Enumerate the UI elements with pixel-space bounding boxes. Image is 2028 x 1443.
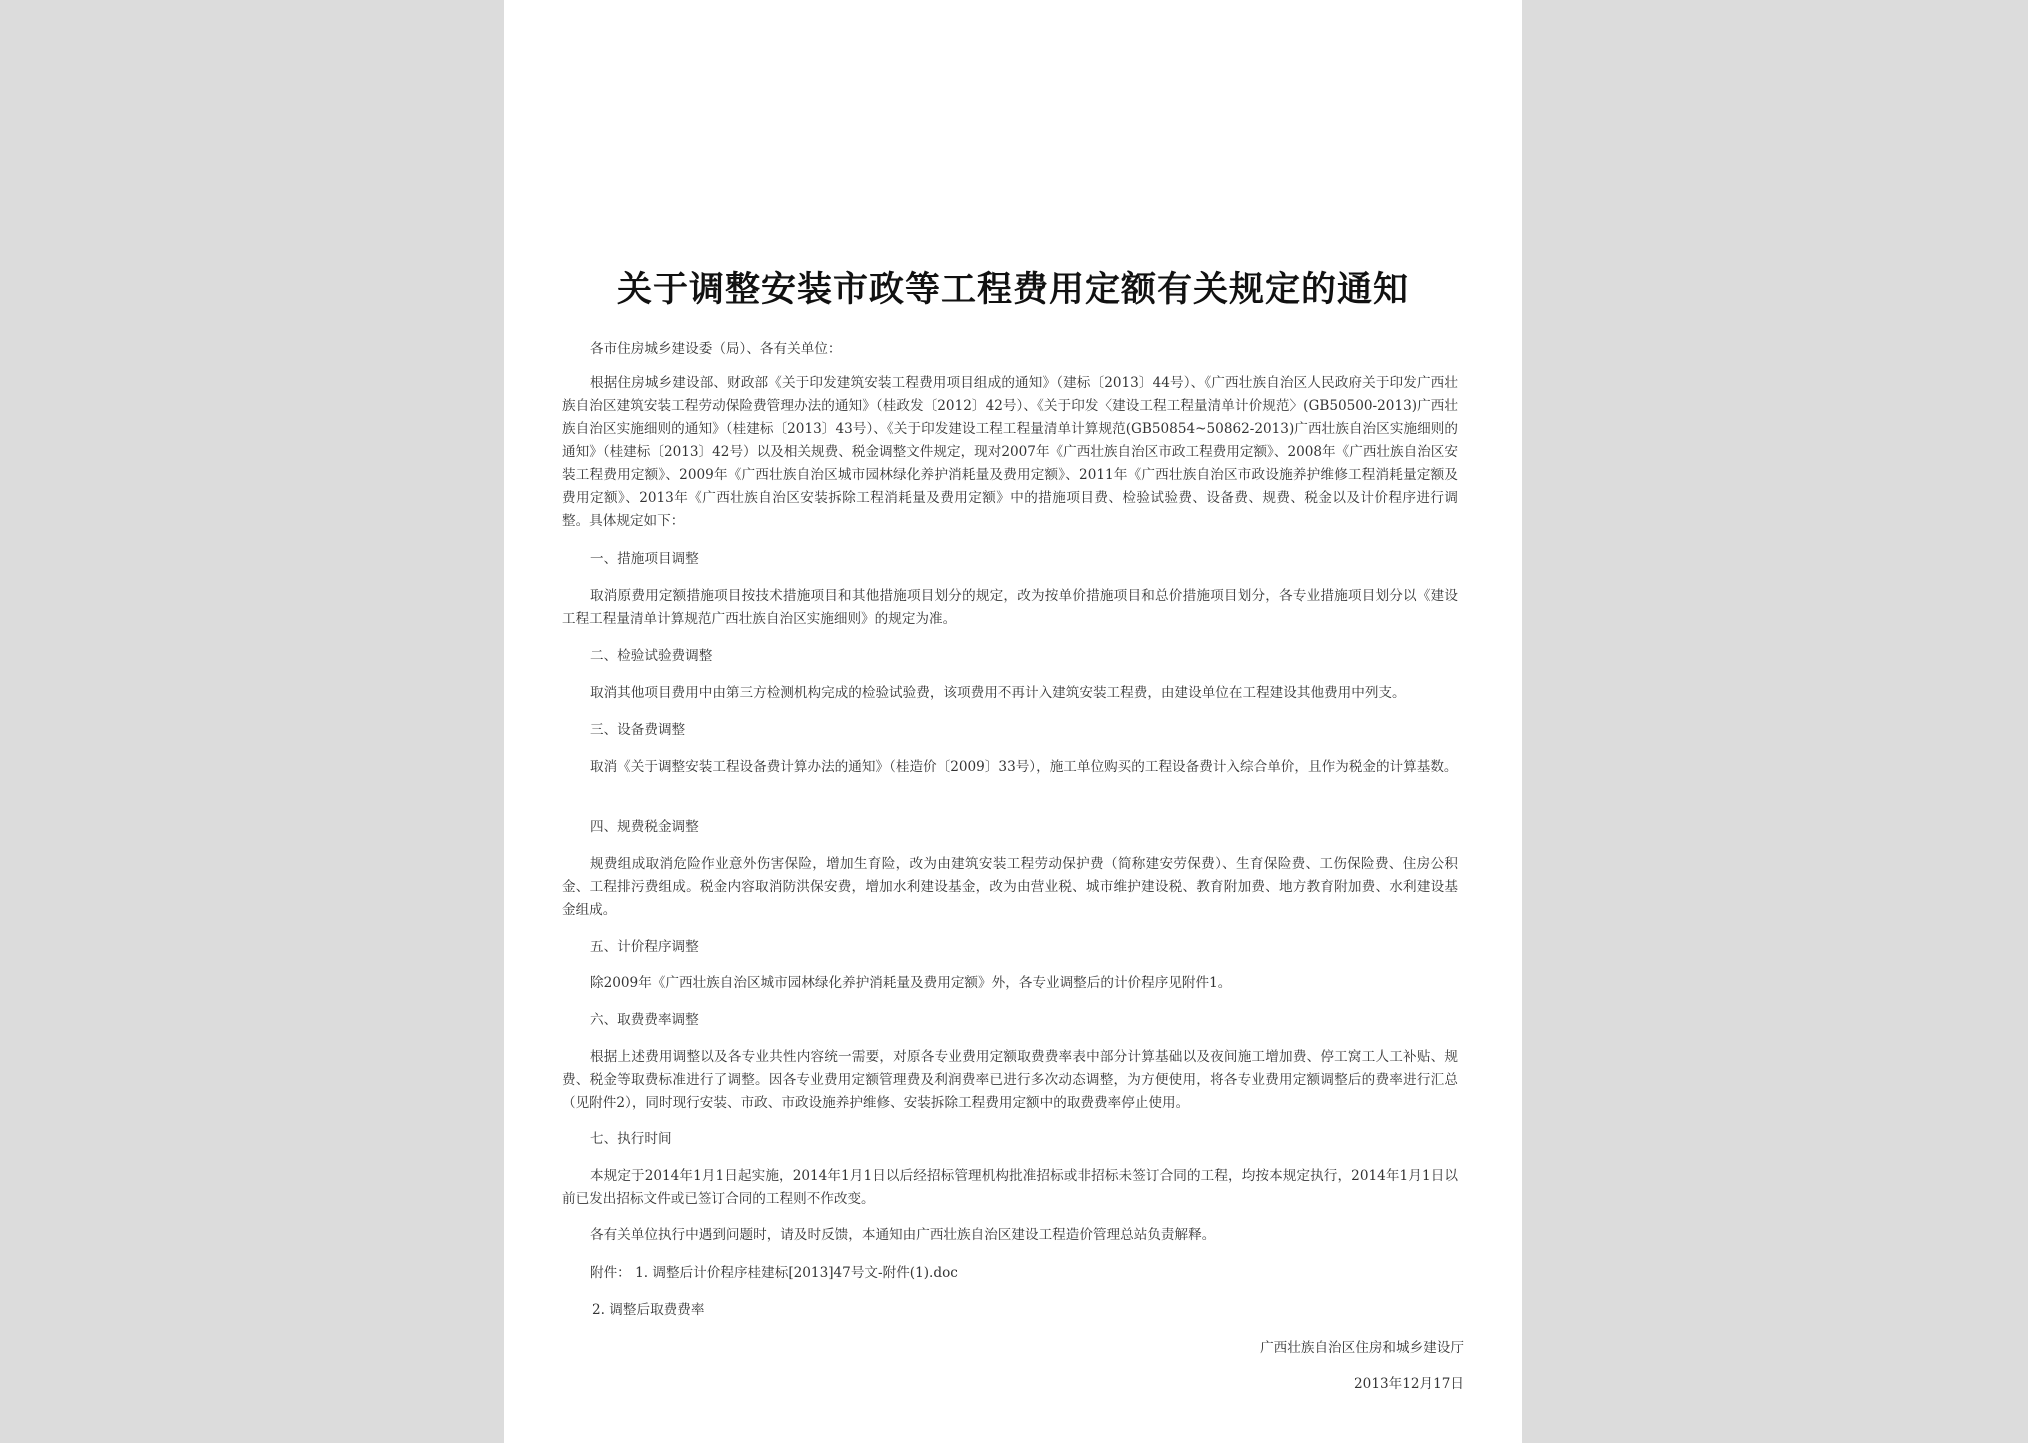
attachment-2: 2. 调整后取费费率 xyxy=(592,1302,705,1318)
section-6-heading: 六、取费费率调整 xyxy=(590,1012,699,1028)
section-3-heading: 三、设备费调整 xyxy=(590,722,686,738)
attachment-1: 附件： 1. 调整后计价程序桂建标[2013]47号文-附件(1).doc xyxy=(590,1265,958,1281)
salutation: 各市住房城乡建设委（局）、各有关单位： xyxy=(590,341,842,357)
section-2-body: 取消其他项目费用中由第三方检测机构完成的检验试验费，该项费用不再计入建筑安装工程费，由建设单位在工程建设其他费用中列支。 xyxy=(590,685,1406,701)
signature-date: 2013年12月17日 xyxy=(1354,1376,1464,1392)
section-2-heading: 二、检验试验费调整 xyxy=(590,648,713,664)
closing-paragraph: 各有关单位执行中遇到问题时，请及时反馈，本通知由广西壮族自治区建设工程造价管理总站负责解释。 xyxy=(590,1227,1216,1243)
section-4-heading: 四、规费税金调整 xyxy=(590,819,699,835)
section-7-heading: 七、执行时间 xyxy=(590,1131,672,1147)
section-1-heading: 一、措施项目调整 xyxy=(590,551,699,567)
section-5-heading: 五、计价程序调整 xyxy=(590,939,699,955)
section-5-body: 除2009年《广西壮族自治区城市园林绿化养护消耗量及费用定额》外，各专业调整后的计价程序见附件1。 xyxy=(590,975,1232,991)
document-page xyxy=(504,0,1522,1443)
signatory: 广西壮族自治区住房和城乡建设厅 xyxy=(1260,1340,1464,1356)
section-7-body: 本规定于2014年1月1日起实施，2014年1月1日以后经招标管理机构批准招标或非招标未签订合同的工程，均按本规定执行，2014年1月1日以前已发出招标文件或已签订合同的工程则不作改变。 xyxy=(562,1168,1458,1207)
section-1-body: 取消原费用定额措施项目按技术措施项目和其他措施项目划分的规定，改为按单价措施项目和总价措施项目划分，各专业措施项目划分以《建设工程工程量清单计算规范广西壮族自治区实施细则》的规定为准。 xyxy=(562,588,1458,627)
document-title: 关于调整安装市政等工程费用定额有关规定的通知 xyxy=(616,269,1409,310)
section-3-body: 取消《关于调整安装工程设备费计算办法的通知》（桂造价〔2009〕33号），施工单位购买的工程设备费计入综合单价，且作为税金的计算基数。 xyxy=(590,759,1458,775)
section-6-body: 根据上述费用调整以及各专业共性内容统一需要，对原各专业费用定额取费费率表中部分计算基础以及夜间施工增加费、停工窝工人工补贴、规费、税金等取费标准进行了调整。因各专业费用定额管理费及利润费率已进行多次动态调整，为方便使用，将各专业费用定额调整后的费率进行汇总（见附件2），同时现行安装、市政、市政设施养护维修、安装拆除工程费用定额中的取费费率停止使用。 xyxy=(562,1049,1458,1111)
intro-paragraph: 根据住房城乡建设部、财政部《关于印发建筑安装工程费用项目组成的通知》（建标〔2013〕44号）、《广西壮族自治区人民政府关于印发广西壮族自治区建筑安装工程劳动保险费管理办法的通知》（桂政发〔2012〕42号）、《关于印发〈建设工程工程量清单计价规范〉(GB50500-2013)广西壮族自治区实施细则的通知》（桂建标〔2013〕43号）、《关于印发建设工程工程量清单计算规范(GB50854~50862-2013)广西壮族自治区实施细则的通知》（桂建标〔2013〕42号）以及相关规费、税金调整文件规定，现对2007年《广西壮族自治区市政工程费用定额》、2008年《广西壮族自治区安装工程费用定额》、2009年《广西壮族自治区城市园林绿化养护消耗量及费用定额》、2011年《广西壮族自治区市政设施养护维修工程消耗量定额及费用定额》、2013年《广西壮族自治区安装拆除工程消耗量及费用定额》中的措施项目费、检验试验费、设备费、规费、税金以及计价程序进行调整。具体规定如下： xyxy=(562,375,1458,529)
section-4-body: 规费组成取消危险作业意外伤害保险，增加生育险，改为由建筑安装工程劳动保护费（简称建安劳保费）、生育保险费、工伤保险费、住房公积金、工程排污费组成。税金内容取消防洪保安费，增加水利建设基金，改为由营业税、城市维护建设税、教育附加费、地方教育附加费、水利建设基金组成。 xyxy=(562,856,1458,918)
